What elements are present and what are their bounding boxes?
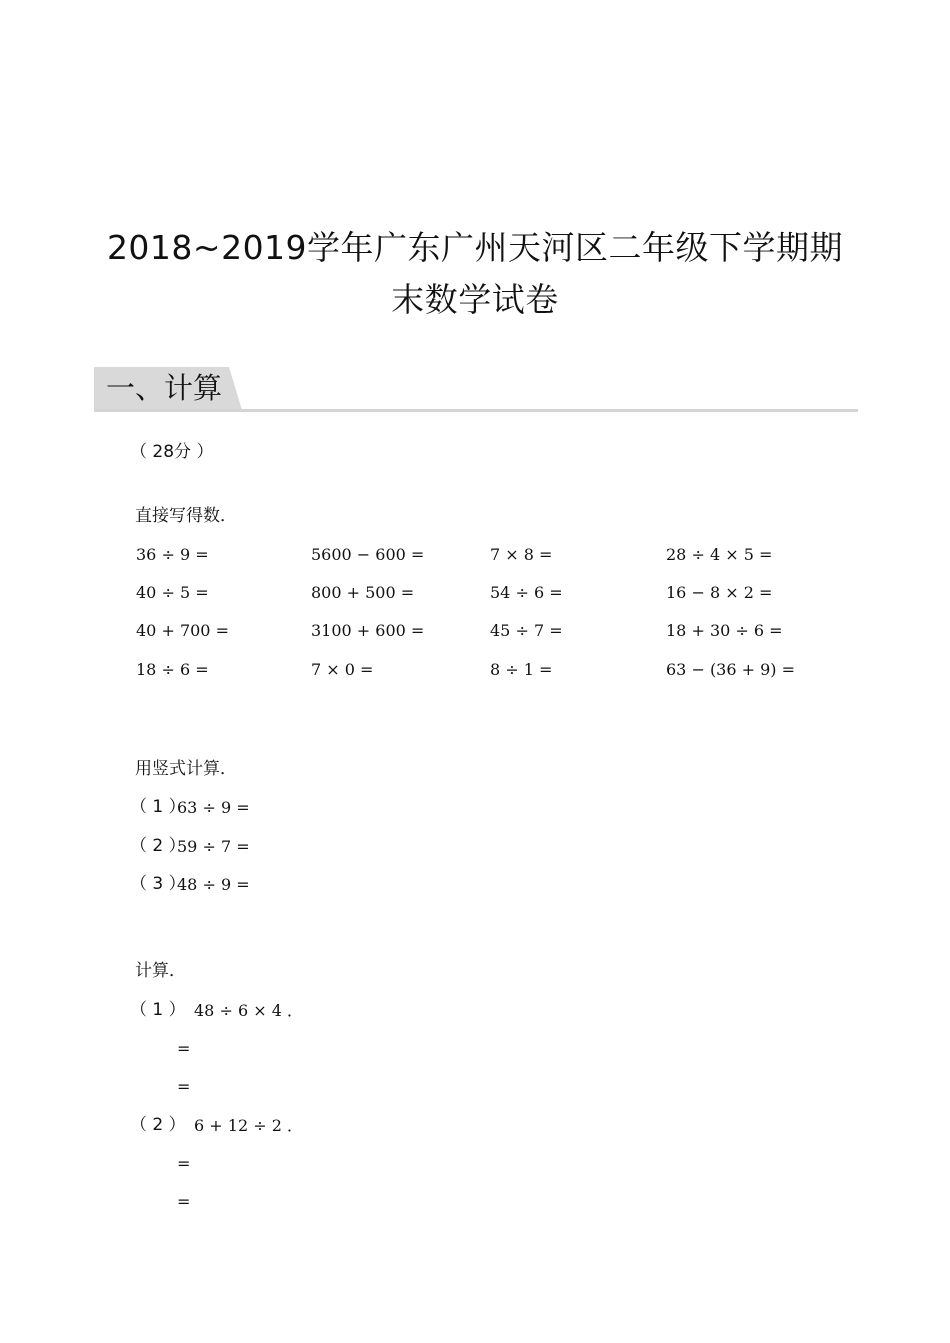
calc-instruction: 计算． bbox=[135, 961, 186, 981]
problem-cell: 7 × 0 = bbox=[311, 660, 374, 679]
item-label: （ 3 ） bbox=[130, 874, 186, 894]
problem-cell: 28 ÷ 4 × 5 = bbox=[666, 545, 773, 564]
problem-cell: 3100 + 600 = bbox=[311, 621, 425, 640]
problem-cell: 800 + 500 = bbox=[311, 583, 415, 602]
problem-cell: 54 ÷ 6 = bbox=[490, 583, 563, 602]
title-line-2: 末数学试卷 bbox=[391, 280, 559, 319]
item-label: （ 2 ） bbox=[130, 836, 186, 856]
section-header bbox=[94, 367, 858, 413]
problem-cell: 63 − (36 + 9) = bbox=[666, 660, 796, 679]
problem-cell: 5600 − 600 = bbox=[311, 545, 425, 564]
problem-cell: 40 ÷ 5 = bbox=[136, 583, 209, 602]
section-score: （ 28分 ） bbox=[130, 442, 214, 462]
step-equals: = bbox=[177, 1039, 191, 1058]
problem-cell: 18 + 30 ÷ 6 = bbox=[666, 621, 783, 640]
problem-cell: 7 × 8 = bbox=[490, 545, 553, 564]
direct-instruction: 直接写得数． bbox=[135, 506, 237, 526]
section-heading: 一、计算 bbox=[106, 371, 223, 405]
problem-cell: 36 ÷ 9 = bbox=[136, 545, 209, 564]
problem-cell: 45 ÷ 7 = bbox=[490, 621, 563, 640]
title-line-1: 2018~2019学年广东广州天河区二年级下学期期 bbox=[106, 228, 844, 267]
item-label: （ 2 ） bbox=[130, 1115, 186, 1135]
item-expression: 59 ÷ 7 = bbox=[177, 837, 250, 856]
problem-cell: 16 − 8 × 2 = bbox=[666, 583, 773, 602]
item-expression: 48 ÷ 6 × 4 ． bbox=[194, 1001, 303, 1020]
item-label: （ 1 ） bbox=[130, 797, 186, 817]
problem-cell: 8 ÷ 1 = bbox=[490, 660, 553, 679]
vertical-instruction: 用竖式计算． bbox=[135, 759, 237, 779]
step-equals: = bbox=[177, 1154, 191, 1173]
page-title bbox=[0, 222, 950, 326]
item-label: （ 1 ） bbox=[130, 1000, 186, 1020]
step-equals: = bbox=[177, 1192, 191, 1211]
problem-cell: 18 ÷ 6 = bbox=[136, 660, 209, 679]
item-expression: 63 ÷ 9 = bbox=[177, 798, 250, 817]
item-expression: 48 ÷ 9 = bbox=[177, 875, 250, 894]
section-divider bbox=[94, 409, 858, 412]
step-equals: = bbox=[177, 1077, 191, 1096]
problem-cell: 40 + 700 = bbox=[136, 621, 229, 640]
item-expression: 6 + 12 ÷ 2 ． bbox=[194, 1116, 303, 1135]
